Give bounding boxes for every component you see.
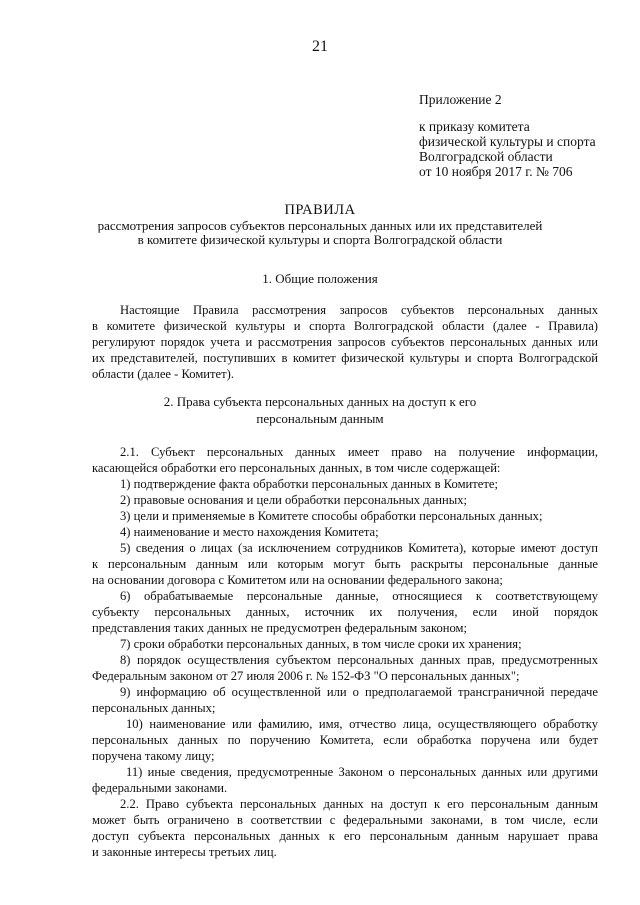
appendix-line: физической культуры и спорта [419, 134, 596, 149]
page-number: 21 [312, 38, 328, 55]
list-item-continuation: поручена такому лицу; [92, 749, 215, 763]
section-1-paragraph [92, 302, 598, 382]
section-2-heading-line: персональным данным [256, 411, 384, 426]
list-item-continuation: персональных данных по поручению Комитета, если обработка поручена или будет [92, 733, 598, 747]
appendix-title: Приложение 2 [419, 92, 502, 107]
list-item-continuation: представления таких данных не предусмотрен федеральным законом; [92, 621, 468, 635]
appendix-line: Волгоградской области [419, 149, 553, 164]
list-item: 4) наименование и место нахождения Комитета; [120, 525, 379, 539]
appendix-date: от 10 ноября 2017 г. № 706 [419, 164, 573, 179]
document-subtitle [60, 219, 580, 247]
clause-2-2-line: 2.2. Право субъекта персональных данных на доступ к его персональным данным [120, 797, 598, 811]
clause-2-2-line: и законные интересы третьих лиц. [92, 845, 277, 859]
clause-2-2-line: может быть ограничено в соответствии с федеральными законами, в том числе, если [92, 813, 598, 827]
clause-2-1-line: 2.1. Субъект персональных данных имеет право на получение информации, [120, 445, 598, 459]
list-item-continuation: федеральными законами. [92, 781, 228, 795]
subtitle-line: в комитете физической культуры и спорта Волгоградской области [137, 232, 503, 247]
list-item-continuation: персональных данных; [92, 701, 216, 715]
section-2-heading-line: 2. Права субъекта персональных данных на доступ к его [163, 394, 477, 409]
paragraph-line: в комитете физической культуры и спорта Волгоградской области (далее - Правила) [92, 319, 598, 333]
list-item: 5) сведения о лицах (за исключением сотрудников Комитета), которые имеют доступ [120, 541, 598, 555]
section-1-heading: 1. Общие положения [262, 271, 378, 286]
list-item: 3) цели и применяемые в Комитете способы обработки персональных данных; [120, 509, 543, 523]
paragraph-line: области (далее - Комитет). [92, 367, 234, 381]
list-item: 9) информацию об осуществленной или о предполагаемой трансграничной передаче [120, 685, 598, 699]
list-item: 10) наименование или фамилию, имя, отчество лица, осуществляющего обработку [126, 717, 598, 731]
document-title: ПРАВИЛА [284, 202, 356, 218]
list-item: 7) сроки обработки персональных данных, в том числе сроки их хранения; [120, 637, 522, 651]
appendix-line: к приказу комитета [419, 119, 530, 134]
paragraph-line: регулируют порядок учета и рассмотрения запросов субъектов персональных данных или [92, 335, 598, 349]
clause-2-1-line: касающейся обработки его персональных данных, в том числе содержащей: [92, 461, 501, 475]
list-item-continuation: к персональным данным или которым могут быть раскрыты персональные данные [92, 557, 598, 571]
list-item-continuation: на основании договора с Комитетом или на основании федерального закона; [92, 573, 503, 587]
list-item-continuation: Федеральным законом от 27 июля 2006 г. № 152-ФЗ "О персональных данных"; [92, 669, 520, 683]
paragraph-line: Настоящие Правила рассмотрения запросов субъектов персональных данных [120, 303, 598, 317]
list-item: 11) иные сведения, предусмотренные Законом о персональных данных или другими [126, 765, 598, 779]
section-2-heading [60, 393, 580, 427]
list-item: 6) обрабатываемые персональные данные, относящиеся к соответствующему [120, 589, 598, 603]
subtitle-line: рассмотрения запросов субъектов персональных данных или их представителей [97, 218, 543, 233]
list-item: 1) подтверждение факта обработки персональных данных в Комитете; [120, 477, 498, 491]
clause-2-2-line: доступ субъекта персональных данных к его персональным данным нарушает права [92, 829, 598, 843]
appendix-block [419, 92, 596, 179]
list-item: 2) правовые основания и цели обработки персональных данных; [120, 493, 467, 507]
list-item-continuation: субъекту персональных данных, источник их получения, если иной порядок [92, 605, 598, 619]
list-item: 8) порядок осуществления субъектом персональных данных прав, предусмотренных [120, 653, 598, 667]
section-2-body [92, 444, 598, 860]
paragraph-line: их представителей, поступивших в комитет физической культуры и спорта Волгоградской [92, 351, 598, 365]
